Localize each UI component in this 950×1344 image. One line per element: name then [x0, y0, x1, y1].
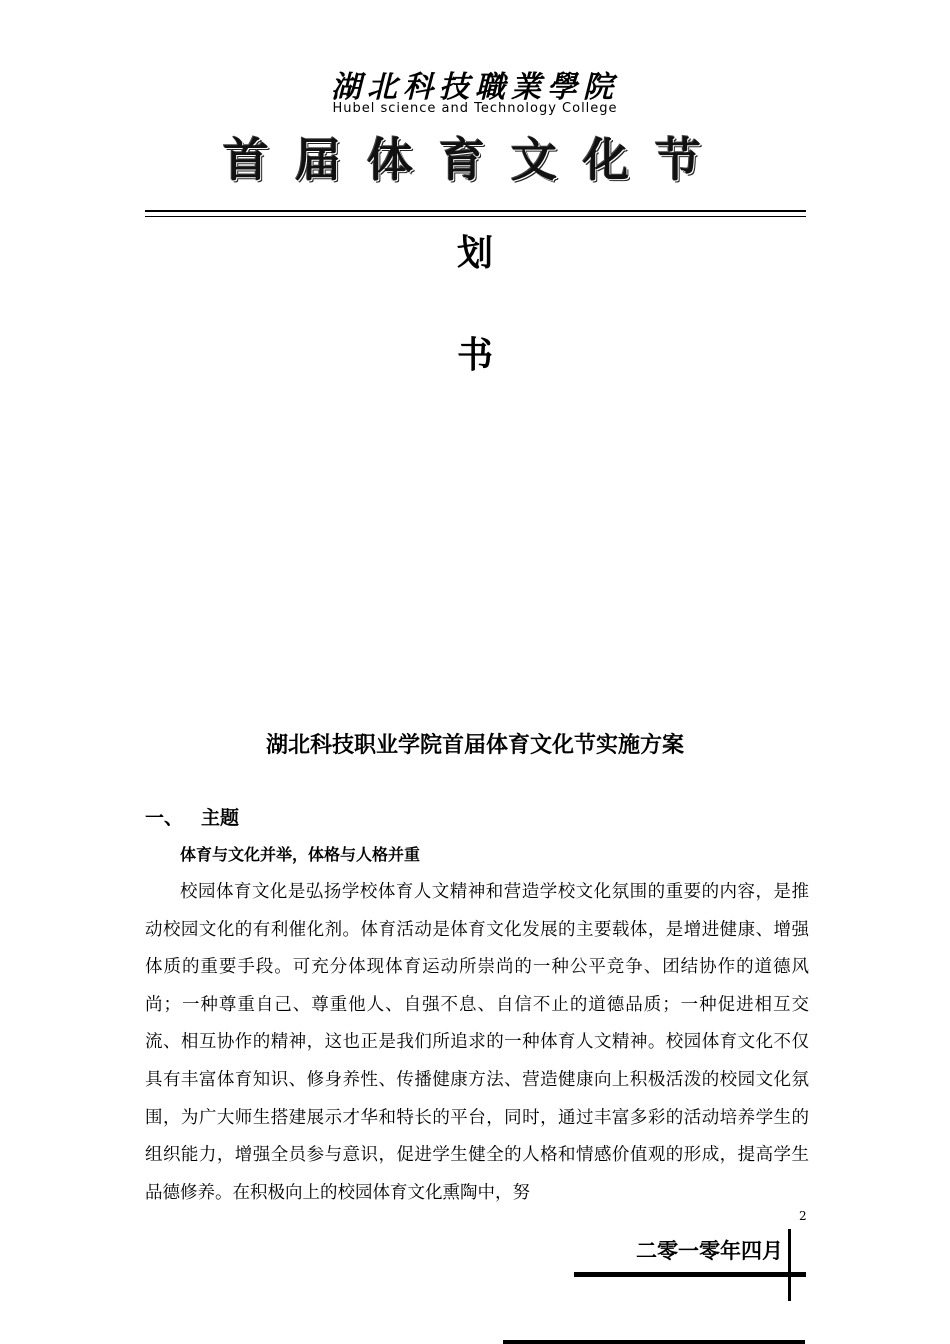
page-number: 2: [799, 1209, 807, 1223]
date-horizontal-rule: [574, 1272, 806, 1277]
section-heading: [145, 804, 239, 832]
section-number: 一、: [145, 807, 184, 829]
college-name-cn: 湖北科技職業學院: [331, 70, 619, 105]
bottom-rule: [503, 1340, 805, 1344]
festival-title: 首届体育文化节: [223, 133, 727, 187]
cover-char-hua: 划: [456, 233, 493, 274]
date-text: 二零一零年四月: [636, 1239, 783, 1263]
college-name-en: Hubel science and Technology College: [332, 101, 618, 116]
section-title: 主题: [201, 807, 240, 829]
header-rule-thin: [145, 216, 806, 217]
date-vertical-rule: [788, 1229, 791, 1301]
body-paragraph: 校园体育文化是弘扬学校体育人文精神和营造学校文化氛围的重要的内容，是推动校园文化的有利催化剂。体育活动是体育文化发展的主要载体，是增进健康、增强体质的重要手段。可充分体现体育运动所崇尚的一种公平竞争、团结协作的道德风尚；一种尊重自己、尊重他人、自强不息、自信不止的道德品质；一种促进相互交流、相互协作的精神，这也正是我们所追求的一种体育人文精神。校园体育文化不仅具有丰富体育知识、修身养性、传播健康方法、营造健康向上积极活泼的校园文化氛围，为广大师生搭建展示才华和特长的平台，同时，通过丰富多彩的活动培养学生的组织能力，增强全员参与意识，促进学生健全的人格和情感价值观的形成，提高学生品德修养。在积极向上的校园体育文化熏陶中，努: [145, 882, 809, 1203]
cover-char-shu: 书: [456, 335, 493, 376]
theme-subheading: 体育与文化并举，体格与人格并重: [180, 845, 421, 864]
header-rule-thick: [145, 210, 806, 212]
document-title: 湖北科技职业学院首届体育文化节实施方案: [265, 733, 684, 758]
